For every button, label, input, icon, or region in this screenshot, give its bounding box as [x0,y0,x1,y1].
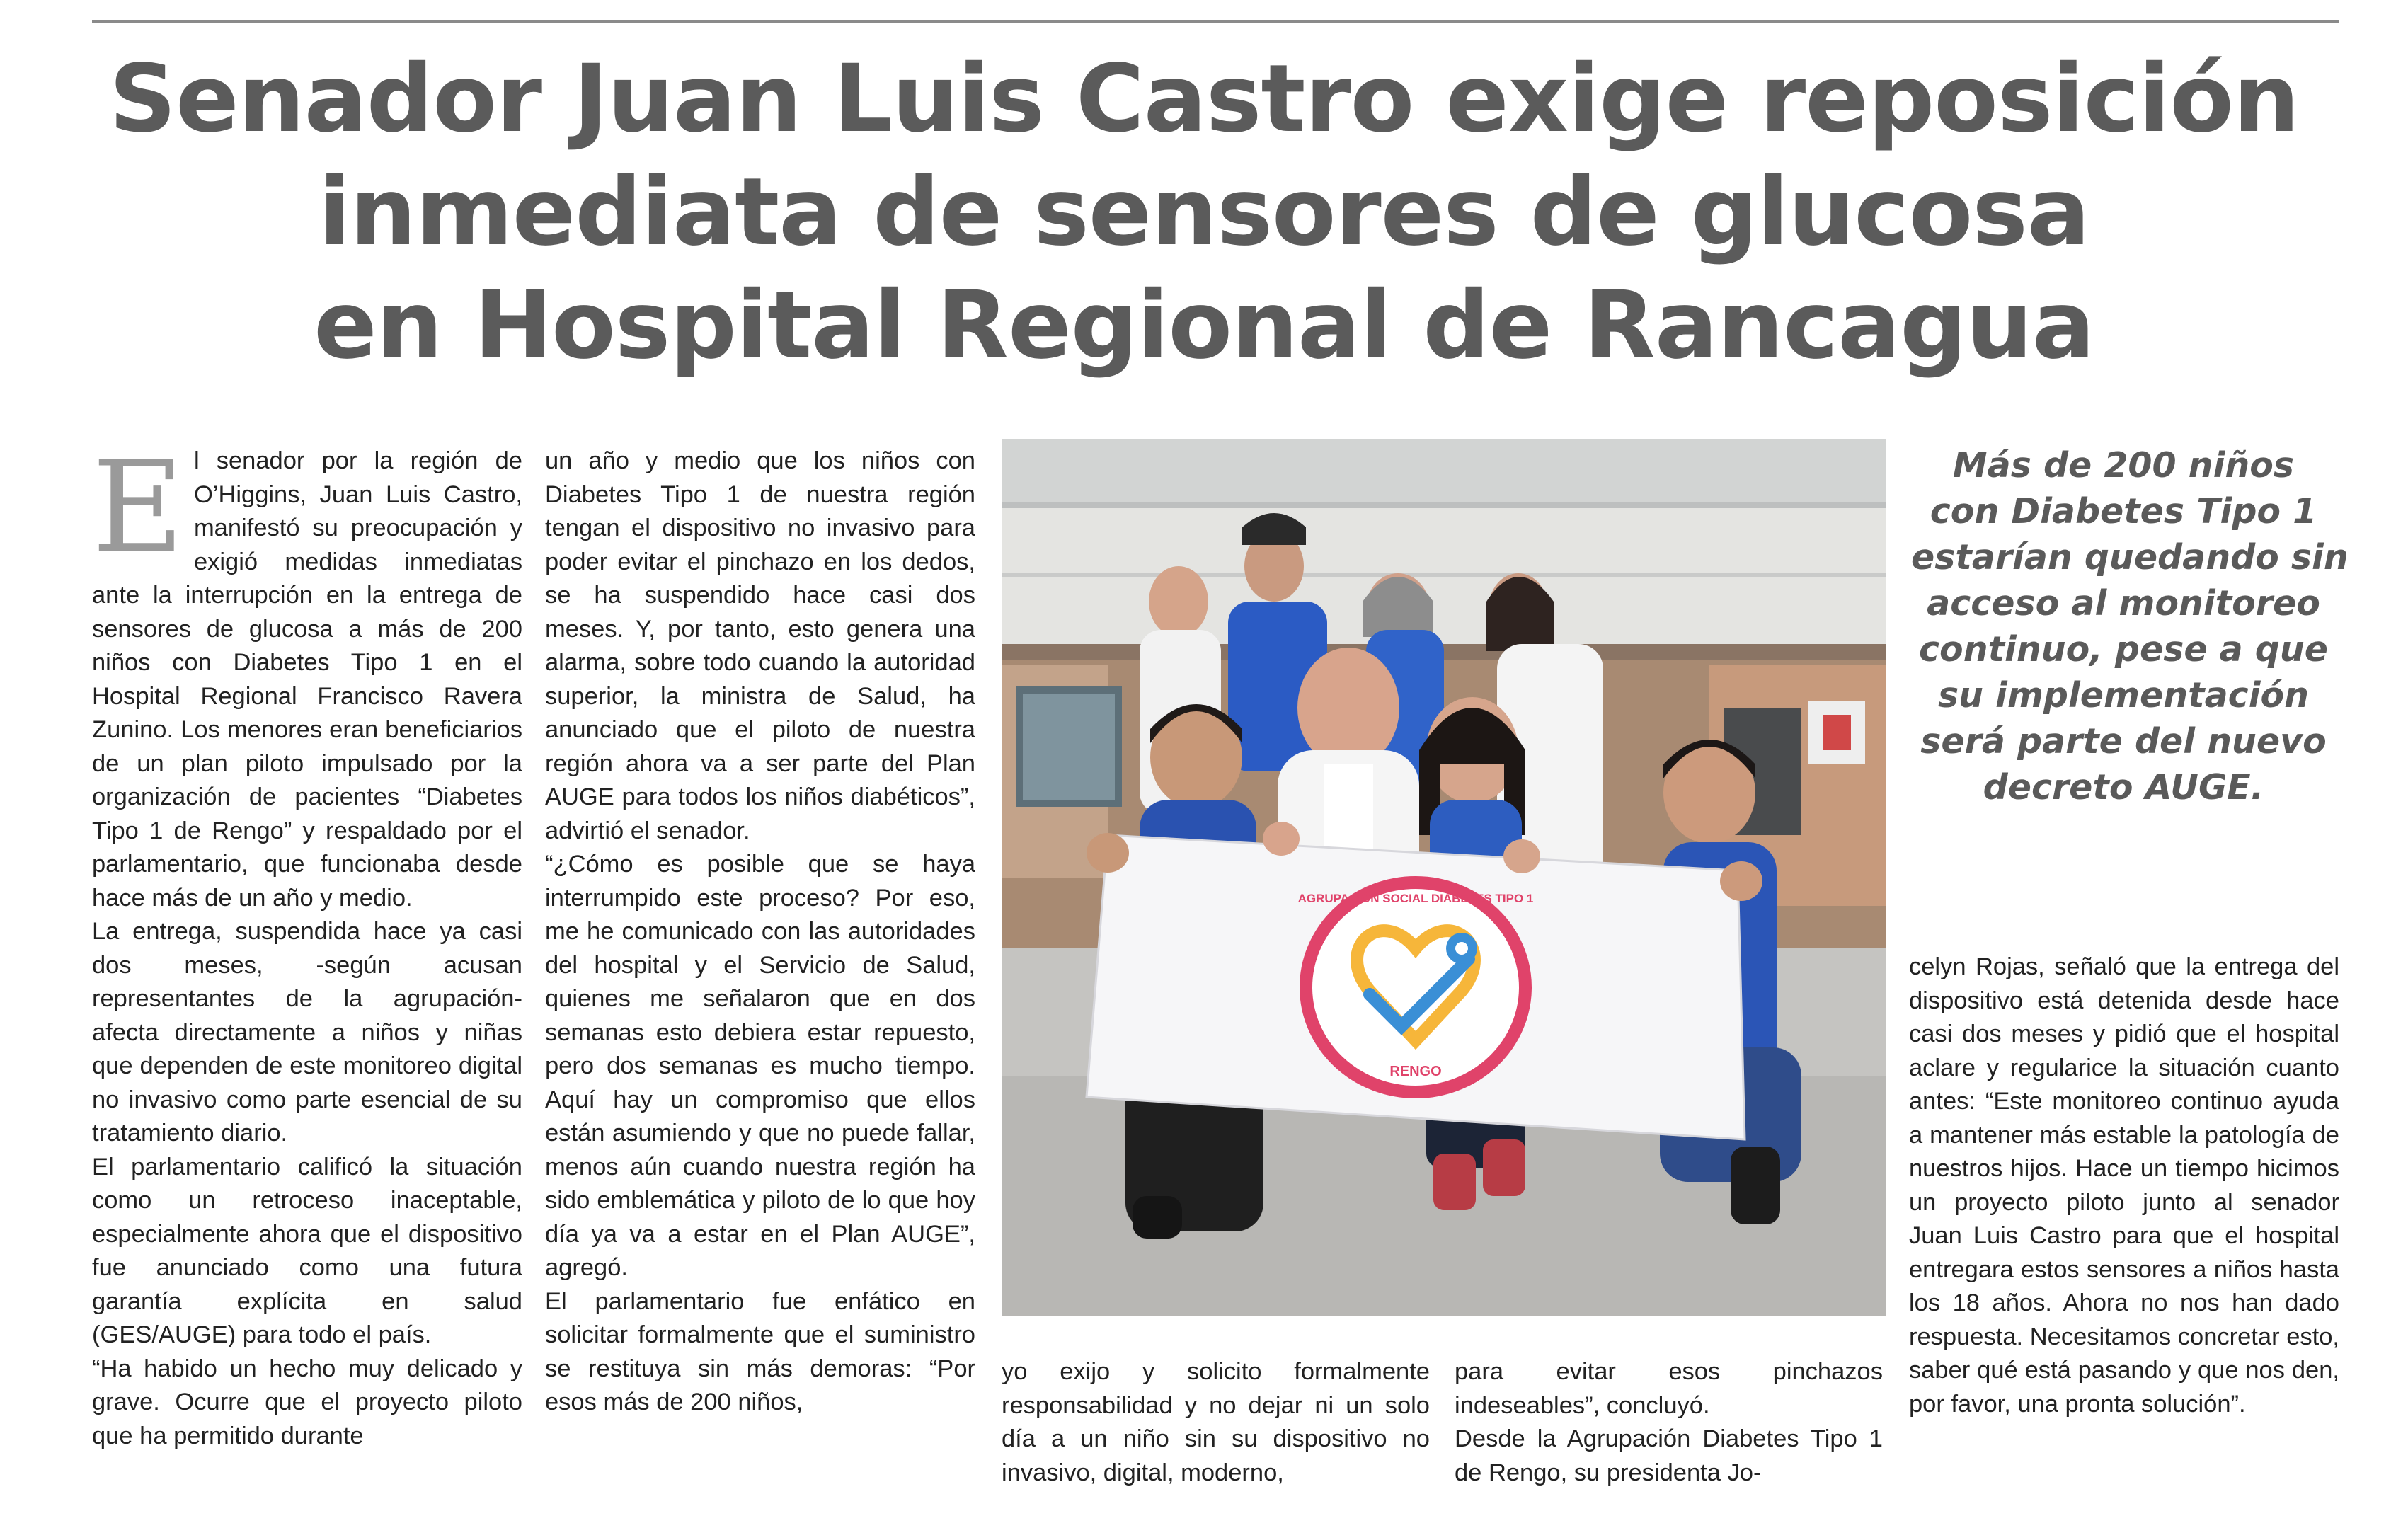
pull-quote-line: estarían quedando sin [1911,537,2349,578]
article-column-2 [545,444,975,1488]
paragraph: yo exijo y solicito formalmente responsabilidad y no dejar ni un solo día a un niño sin su dispositivo no invasivo, digital, moderno, [1002,1358,1430,1486]
pull-quote-line: su implementación [1937,675,2310,716]
flag-text-bottom: RENGO [1389,1064,1442,1079]
top-rule [92,20,2339,23]
paragraph: para evitar esos pinchazos indeseables”, concluyó. [1455,1358,1883,1419]
headline-line-1: Senador Juan Luis Castro exige reposición [109,45,2299,154]
flag-text-top: AGRUPACIÓN SOCIAL DIABETES TIPO 1 [1297,892,1534,905]
paragraph: “Ha habido un hecho muy delicado y grave. Ocurre que el proyecto piloto que ha permitido durante [92,1355,522,1449]
article-column-5 [1909,950,2339,1488]
paragraph: “¿Cómo es posible que se haya interrumpido este proceso? Por eso, me he comunicado con las autoridades del hospital y el Servicio de Salud, quienes me señalaron que en dos semanas esto debiera estar repuesto, pero dos semanas es mucho tiempo. Aquí hay un compromiso que ellos están asumiendo y que no puede fallar, menos aún cuando nuestra región ha sido emblemática y piloto de lo que hoy día ya va a estar en el Plan AUGE”, agregó. [545,851,975,1281]
paragraph: El parlamentario fue enfático en solicitar formalmente que el suministro se restituya sin más demoras: “Por esos más de 200 niños, [545,1287,975,1415]
paragraph: El parlamentario calificó la situación como un retroceso inaceptable, especialmente ahora que el dispositivo fue anunciado como una futura garantía explícita en salud (GES/AUGE) para todo el país. [92,1153,522,1348]
pull-quote-line: Más de 200 niños [1952,445,2295,485]
pull-quote-line: acceso al monitoreo [1927,583,2320,624]
drop-cap: E [92,444,184,580]
pull-quote-line: decreto AUGE. [1983,767,2264,808]
paragraph: celyn Rojas, señaló que la entrega del dispositivo está detenida desde hace casi dos meses y pidió que el hospital aclare y regularice la situación cuanto antes: “Este monitoreo continuo ayuda a mantener más estable la patología de nuestros hijos. Hace un tiempo hicimos un proyecto piloto junto al senador Juan Luis Castro para que el hospital entregara estos sensores a niños hasta los 18 años. Ahora no nos han dado respuesta. Necesitamos concretar esto, saber qué está pasando y que nos den, por favor, una pronta solución”. [1909,953,2339,1418]
article-headline [42,42,2366,382]
headline-line-3: en Hospital Regional de Rancagua [314,271,2094,380]
pull-quote-line: será parte del nuevo [1920,721,2327,762]
article-column-1 [92,444,522,1488]
pull-quote-line: con Diabetes Tipo 1 [1930,491,2317,531]
pull-quote-line: continuo, pese a que [1919,629,2328,670]
pull-quote [1911,442,2349,810]
headline-line-2: inmediata de sensores de glucosa [319,158,2089,267]
photo-illustration [1002,439,1886,1316]
paragraph: l senador por la región de O’Higgins, Juan Luis Castro, manifestó su preocupación y exigió medidas inmediatas ante la interrupción en la entrega de sensores de glucosa a más de 200 niños con Diabetes Tipo 1 en el Hospital Regional Francisco Ravera Zunino. Los menores eran beneficiarios de un plan piloto impulsado por la organización de pacientes “Diabetes Tipo 1 de Rengo” y respaldado por el parlamentario, que funcionaba desde hace más de un año y medio. [92,447,522,912]
paragraph: un año y medio que los niños con Diabetes Tipo 1 de nuestra región tengan el dispositivo no invasivo para poder evitar el pinchazo en los dedos, se ha suspendido hace casi dos meses. Y, por tanto, esto genera una alarma, sobre todo cuando la autoridad superior, la ministra de Salud, ha anunciado que el piloto de nuestra región ahora va a ser parte del Plan AUGE para todos los niños diabéticos”, advirtió el senador. [545,447,975,844]
paragraph: La entrega, suspendida hace ya casi dos meses, -según acusan representantes de la agrupación- afecta directamente a niños y niñas que dependen de este monitoreo digital no invasivo como parte esencial de su tratamiento diario. [92,918,522,1147]
article-column-3 [1002,1355,1430,1493]
article-column-4 [1455,1355,1883,1493]
paragraph: Desde la Agrupación Diabetes Tipo 1 de Rengo, su presidenta Jo- [1455,1425,1883,1486]
article-photo [1002,439,1886,1316]
